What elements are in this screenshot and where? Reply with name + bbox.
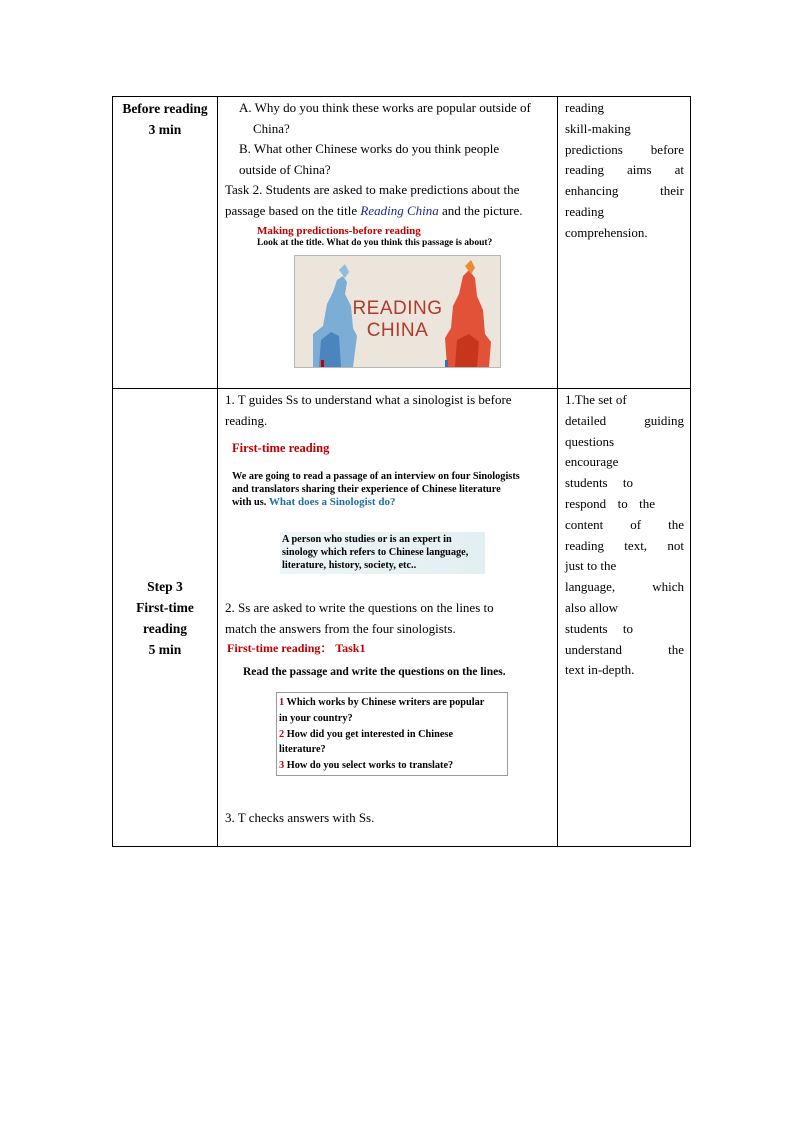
row-first-time-reading	[113, 389, 691, 847]
procedure-cell	[218, 389, 558, 847]
note-line: students to	[565, 475, 633, 491]
stage-step: Step 3	[147, 578, 183, 594]
sinologist-slide	[218, 431, 557, 597]
question-item-1-cont: in your country?	[279, 712, 353, 724]
definition-line: literature, history, society, etc..	[282, 560, 417, 571]
note-line: 1.The set of	[565, 392, 627, 407]
note-line: also allow	[565, 599, 619, 615]
question-number: 3	[279, 760, 285, 772]
note-line: reading	[565, 203, 604, 219]
question-b-line1: B. What other Chinese works do you think people	[239, 141, 500, 156]
slide-body-line	[232, 496, 520, 509]
note-line: questions	[565, 433, 615, 449]
question-a-line1: A. Why do you think these works are popular outside of	[239, 100, 531, 115]
step1-line1: 1. T guides Ss to understand what a sinologist is before	[225, 392, 512, 407]
slide-heading: Making predictions-before reading	[257, 225, 421, 237]
step2-line2: match the answers from the four sinologists.	[225, 620, 456, 636]
note-line: reading aims at	[565, 162, 684, 178]
question-b-line2: outside of China?	[239, 161, 331, 177]
reading-china-image	[294, 255, 501, 368]
question-item-2-cont: literature?	[279, 744, 326, 756]
note-line: skill-making	[565, 120, 631, 136]
question-number: 2	[279, 728, 285, 740]
note-line: just to the	[565, 558, 617, 574]
step3-line: 3. T checks answers with Ss.	[225, 810, 375, 825]
notes-cell	[558, 389, 691, 847]
definition-line: A person who studies or is an expert in	[282, 534, 452, 545]
questions-box	[276, 692, 508, 776]
stage-title: First-time	[136, 599, 194, 615]
question-text: How do you select works to translate?	[284, 760, 454, 772]
definition-line: sinology which refers to Chinese language,	[282, 547, 469, 558]
stage-title: Before reading	[122, 101, 208, 116]
note-line: students to	[565, 620, 633, 636]
image-title-line1: READING	[352, 298, 443, 319]
question-item-1	[279, 695, 507, 711]
stage-cell	[113, 389, 218, 847]
task2-text-end: and the picture.	[438, 202, 523, 218]
step2-line1: 2. Ss are asked to write the questions on the lines to	[225, 600, 494, 615]
note-line: detailed guiding	[565, 412, 684, 428]
slide-instruction: Read the passage and write the questions on the lines.	[243, 666, 506, 678]
stage-title-2: reading	[142, 620, 187, 636]
slide-body	[232, 470, 520, 509]
note-line: text in-depth.	[565, 662, 635, 678]
note-line: enhancing their	[565, 183, 684, 199]
question-item-3	[279, 758, 507, 774]
question-text: How did you get interested in Chinese	[284, 728, 454, 740]
row-before-reading	[113, 97, 691, 389]
note-line: predictions before	[565, 141, 684, 157]
question-item-2	[279, 727, 507, 743]
procedure-cell	[218, 97, 558, 389]
sinologist-question: What does a Sinologist do?	[268, 496, 396, 508]
slide-subheading: Look at the title. What do you think this passage is about?	[257, 238, 493, 248]
note-line: language, which	[565, 579, 684, 595]
slide-heading: First-time reading： Task1	[227, 641, 366, 655]
task2-line2	[225, 201, 551, 222]
slide-body-line: We are going to read a passage of an interview on four Sinologists	[232, 471, 520, 482]
prediction-slide	[218, 221, 557, 366]
question-a-line2: China?	[253, 120, 290, 136]
image-title	[295, 298, 500, 342]
note-line: reading	[565, 100, 604, 115]
lesson-plan-table	[112, 96, 691, 847]
task1-slide	[218, 639, 557, 807]
note-line: content of the	[565, 516, 684, 532]
stage-time: 5 min	[148, 641, 182, 657]
task2-text: passage based on the title	[225, 202, 361, 218]
note-line: respond to the	[565, 495, 655, 511]
slide-body-text: with us.	[232, 497, 269, 508]
note-line: comprehension.	[565, 224, 648, 240]
question-text: Which works by Chinese writers are popular	[284, 697, 485, 708]
definition-box	[280, 532, 485, 574]
note-line: encourage	[565, 454, 619, 470]
notes-cell	[558, 97, 691, 389]
step1-line2: reading.	[225, 412, 268, 428]
stage-cell	[113, 97, 218, 389]
image-title-line2: CHINA	[366, 320, 429, 341]
slide-body-line: and translators sharing their experience of Chinese literature	[232, 484, 501, 495]
task2-line1: Task 2. Students are asked to make predictions about the	[225, 182, 520, 197]
passage-title: Reading China	[360, 202, 439, 218]
question-number: 1	[279, 697, 285, 708]
stage-time: 3 min	[148, 122, 182, 137]
slide-heading: First-time reading	[232, 441, 330, 455]
note-line: understand the	[565, 641, 684, 657]
note-line: reading text, not	[565, 537, 684, 553]
